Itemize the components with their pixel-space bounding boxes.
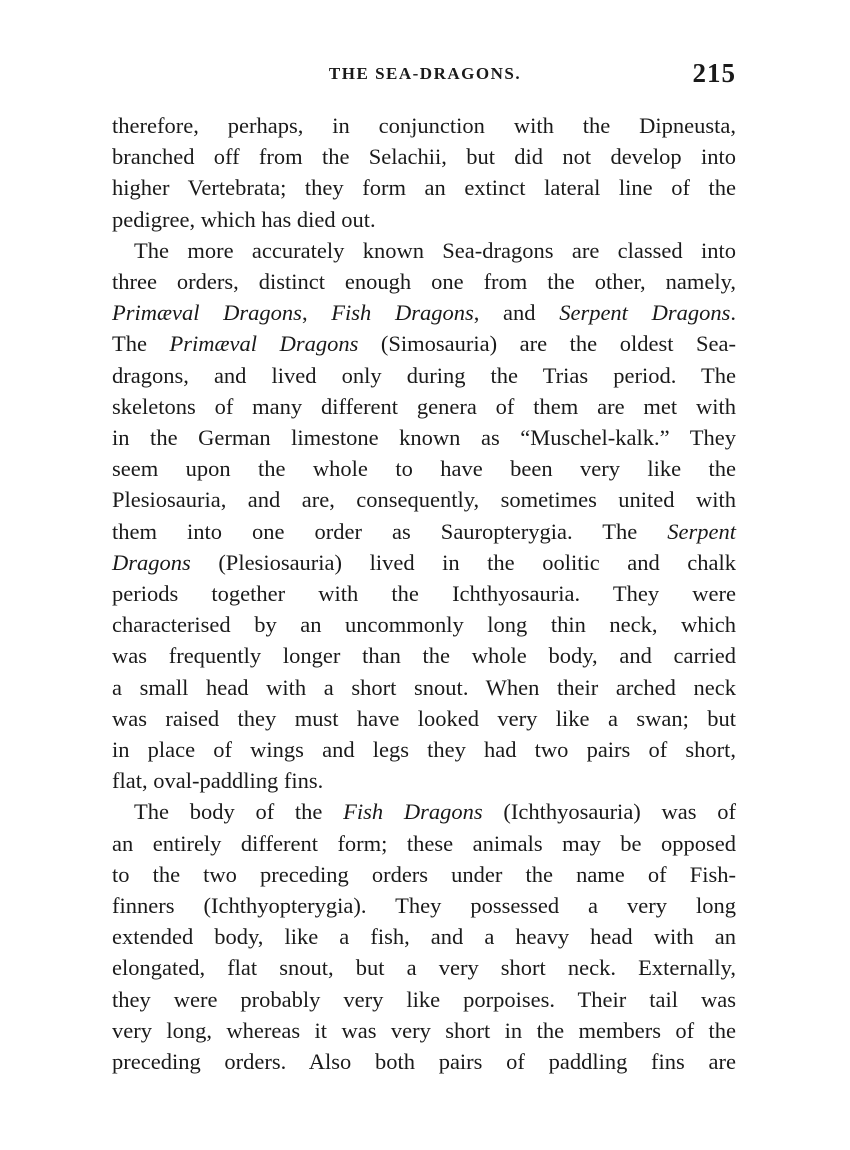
text-line: branched off from the Selachii, but did not develop into xyxy=(112,144,736,170)
text-line: Plesiosauria, and are, consequently, sometimes united with xyxy=(112,487,736,513)
running-head: THE SEA-DRAGONS. xyxy=(328,64,522,83)
text-line: Dragons (Plesiosauria) lived in the oolitic and chalk xyxy=(112,549,736,575)
text-line: extended body, like a fish, and a heavy head with an xyxy=(112,924,736,950)
text-line: elongated, flat snout, but a very short neck. Externally, xyxy=(112,955,736,981)
text-line: dragons, and lived only during the Trias period. The xyxy=(112,362,736,388)
text-line: in the German limestone known as “Muschel-kalk.” They xyxy=(112,425,736,451)
text-line: skeletons of many different genera of them are met with xyxy=(112,393,736,419)
text-line: characterised by an uncommonly long thin neck, which xyxy=(112,612,736,638)
text-line: The body of the Fish Dragons (Ichthyosauria) was of xyxy=(134,799,736,825)
text-line: very long, whereas it was very short in the members of the xyxy=(112,1017,736,1043)
text-line: three orders, distinct enough one from the other, namely, xyxy=(112,269,736,295)
text-line: The more accurately known Sea-dragons are classed into xyxy=(134,237,736,263)
text-line: pedigree, which has died out. xyxy=(112,206,376,232)
text-line: therefore, perhaps, in conjunction with the Dipneusta, xyxy=(112,113,736,138)
text-line: to the two preceding orders under the name of Fish- xyxy=(112,861,736,887)
text-line: flat, oval-paddling fins. xyxy=(112,768,324,794)
page-number: 215 xyxy=(692,58,736,88)
text-line: Primæval Dragons, Fish Dragons, and Serpent Dragons. xyxy=(112,300,737,326)
text-line: in place of wings and legs they had two pairs of short, xyxy=(112,737,736,763)
text-line: an entirely different form; these animals may be opposed xyxy=(112,830,736,856)
body-text xyxy=(112,110,736,1077)
text-line: higher Vertebrata; they form an extinct lateral line of the xyxy=(112,175,736,201)
text-line: was raised they must have looked very like a swan; but xyxy=(112,705,736,731)
page-header xyxy=(112,58,738,98)
text-line: periods together with the Ichthyosauria. They were xyxy=(112,581,736,607)
text-line: The Primæval Dragons (Simosauria) are the oldest Sea- xyxy=(112,331,736,357)
text-line: was frequently longer than the whole body, and carried xyxy=(112,643,736,669)
text-line: seem upon the whole to have been very like the xyxy=(112,456,736,482)
text-line: finners (Ichthyopterygia). They possessed a very long xyxy=(112,893,736,919)
text-line: they were probably very like porpoises. Their tail was xyxy=(112,986,736,1012)
text-line: preceding orders. Also both pairs of paddling fins are xyxy=(112,1049,736,1075)
text-line: a small head with a short snout. When their arched neck xyxy=(112,674,736,700)
text-line: them into one order as Sauropterygia. The Serpent xyxy=(112,518,736,544)
